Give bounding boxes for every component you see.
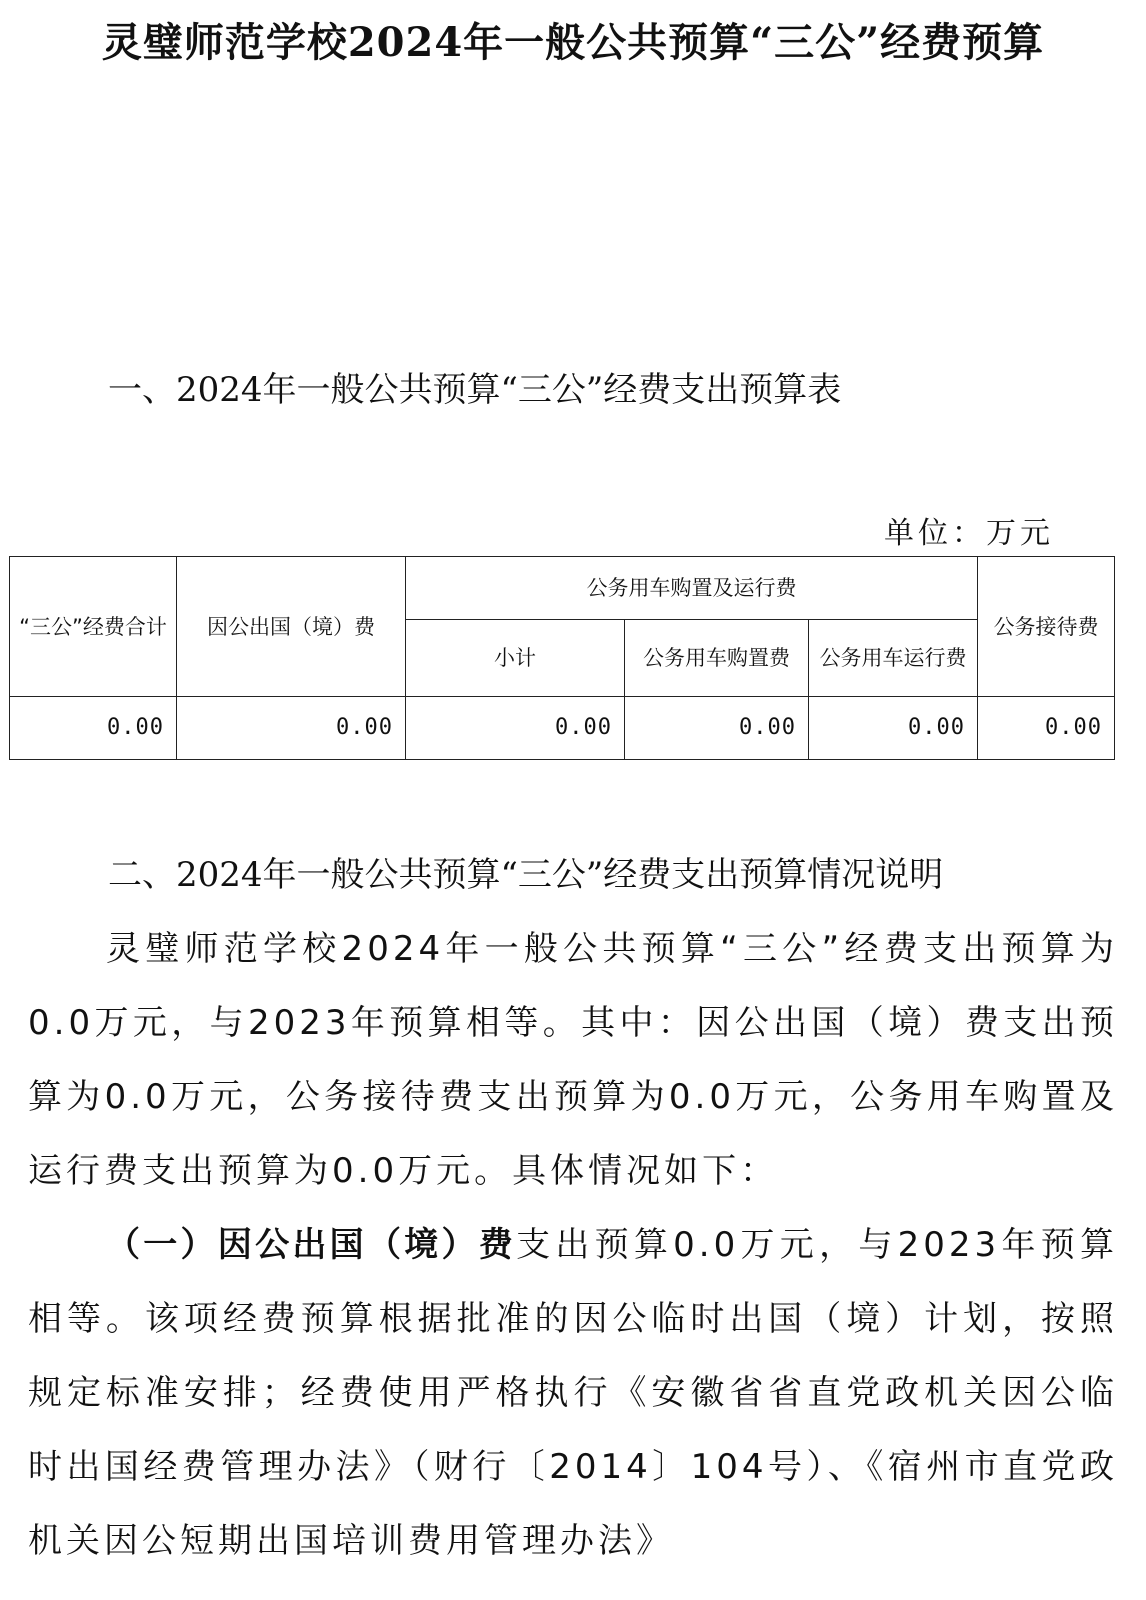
header-reception: 公务接待费 [978, 557, 1115, 697]
value-reception: 0.00 [978, 697, 1115, 760]
overseas-paragraph [28, 1208, 1118, 1578]
document-title: 灵璧师范学校2024年一般公共预算“三公”经费预算 [101, 19, 1045, 66]
value-total: 0.00 [10, 697, 177, 760]
value-vehicle-purchase: 0.00 [625, 697, 809, 760]
overseas-paragraph-text: 支出预算0.0万元，与2023年预算相等。该项经费预算根据批准的因公临时出国（境）计划，按照规定标准安排；经费使用严格执行《安徽省省直党政机关因公临时出国经费管理办法》（财行〔2014〕104号）、《宿州市直党政机关因公短期出国培训费用管理办法》 [28, 1225, 1118, 1561]
header-total: “三公”经费合计 [10, 557, 177, 697]
header-vehicle-operation: 公务用车运行费 [809, 620, 978, 697]
value-vehicle-operation: 0.00 [809, 697, 978, 760]
overseas-subhead: （一）因公出国（境）费 [106, 1225, 517, 1265]
unit-label: 单位：万元 [884, 516, 1054, 551]
header-vehicle-purchase: 公务用车购置费 [625, 620, 809, 697]
header-overseas: 因公出国（境）费 [177, 557, 406, 697]
section1-heading: 一、2024年一般公共预算“三公”经费支出预算表 [108, 370, 842, 410]
header-vehicle-group: 公务用车购置及运行费 [406, 557, 978, 620]
table-row [10, 697, 1115, 760]
budget-table [9, 556, 1115, 760]
value-overseas: 0.00 [177, 697, 406, 760]
value-vehicle-subtotal: 0.00 [406, 697, 625, 760]
summary-paragraph: 灵璧师范学校2024年一般公共预算“三公”经费支出预算为0.0万元，与2023年预算相等。其中：因公出国（境）费支出预算为0.0万元，公务接待费支出预算为0.0万元，公务用车购置及运行费支出预算为0.0万元。具体情况如下： [28, 929, 1118, 1191]
section2-heading: 二、2024年一般公共预算“三公”经费支出预算情况说明 [108, 855, 944, 895]
header-vehicle-subtotal: 小计 [406, 620, 625, 697]
